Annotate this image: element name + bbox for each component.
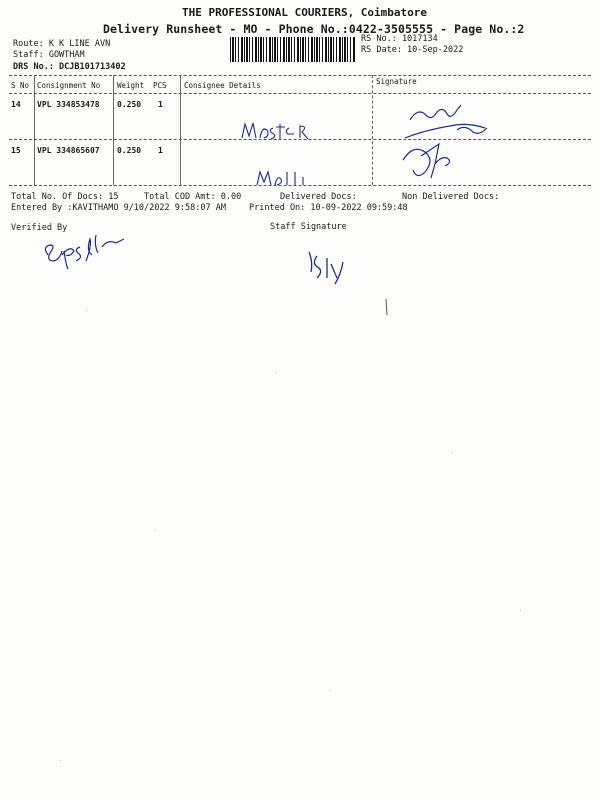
handwritten-signature	[395, 100, 505, 185]
column-divider	[372, 75, 373, 185]
col-header-signature: Signature	[376, 77, 417, 86]
total-docs: Total No. Of Docs: 15	[11, 192, 119, 202]
barcode	[230, 37, 355, 62]
table-header-rule	[9, 93, 591, 94]
col-header-sno: S No	[11, 81, 30, 90]
drs-number: DRS No.: DCJB101713402	[13, 62, 126, 72]
table-row-consignment: VPL 334853478	[37, 100, 100, 109]
entered-by: Entered By :KAVITHAMO 9/10/2022 9:58:07 AM	[11, 203, 226, 213]
column-divider	[180, 75, 181, 185]
total-cod: Total COD Amt: 0.00	[144, 192, 242, 202]
verified-by-label: Verified By	[11, 223, 68, 233]
verifier-signature	[40, 225, 130, 270]
table-row-weight: 0.250	[117, 100, 142, 109]
staff-label: Staff: GOWTHAM	[13, 50, 85, 60]
scan-speck	[276, 372, 277, 373]
table-row-weight: 0.250	[117, 146, 142, 155]
table-row-sno: 15	[11, 146, 21, 155]
handwritten-consignee-2	[255, 167, 335, 187]
runsheet-title: Delivery Runsheet - MO - Phone No.:0422-3505555 - Page No.:2	[103, 22, 525, 36]
table-row-pcs: 1	[158, 100, 163, 109]
column-divider	[34, 75, 35, 185]
printed-on: Printed On: 10-09-2022 09:59:48	[249, 203, 408, 213]
scan-speck	[60, 760, 61, 761]
non-delivered-docs: Non Delivered Docs:	[402, 192, 500, 202]
scan-speck	[155, 530, 156, 531]
col-header-pcs: PCS	[153, 81, 167, 90]
staff-signature	[305, 248, 365, 288]
column-divider	[113, 75, 114, 185]
scan-speck	[451, 452, 452, 453]
scan-speck	[86, 310, 87, 311]
col-header-consignment: Consignment No	[37, 81, 101, 90]
scan-speck	[330, 690, 331, 691]
delivered-docs: Delivered Docs:	[280, 192, 357, 202]
table-top-rule	[9, 75, 591, 76]
pen-mark	[384, 298, 390, 318]
table-row-pcs: 1	[158, 146, 163, 155]
table-row-sno: 14	[11, 100, 21, 109]
col-header-consignee: Consignee Details	[184, 81, 261, 90]
company-title: THE PROFESSIONAL COURIERS, Coimbatore	[182, 6, 428, 19]
staff-signature-label: Staff Signature	[270, 222, 347, 232]
scan-speck	[520, 610, 521, 611]
rs-number: RS No.: 1017134	[361, 34, 438, 44]
col-header-weight: Weight	[117, 81, 145, 90]
route-label: Route: K K LINE AVN	[13, 39, 111, 49]
handwritten-consignee-1	[240, 118, 340, 148]
rs-date: RS Date: 10-Sep-2022	[361, 45, 464, 55]
table-row-consignment: VPL 334865607	[37, 146, 100, 155]
